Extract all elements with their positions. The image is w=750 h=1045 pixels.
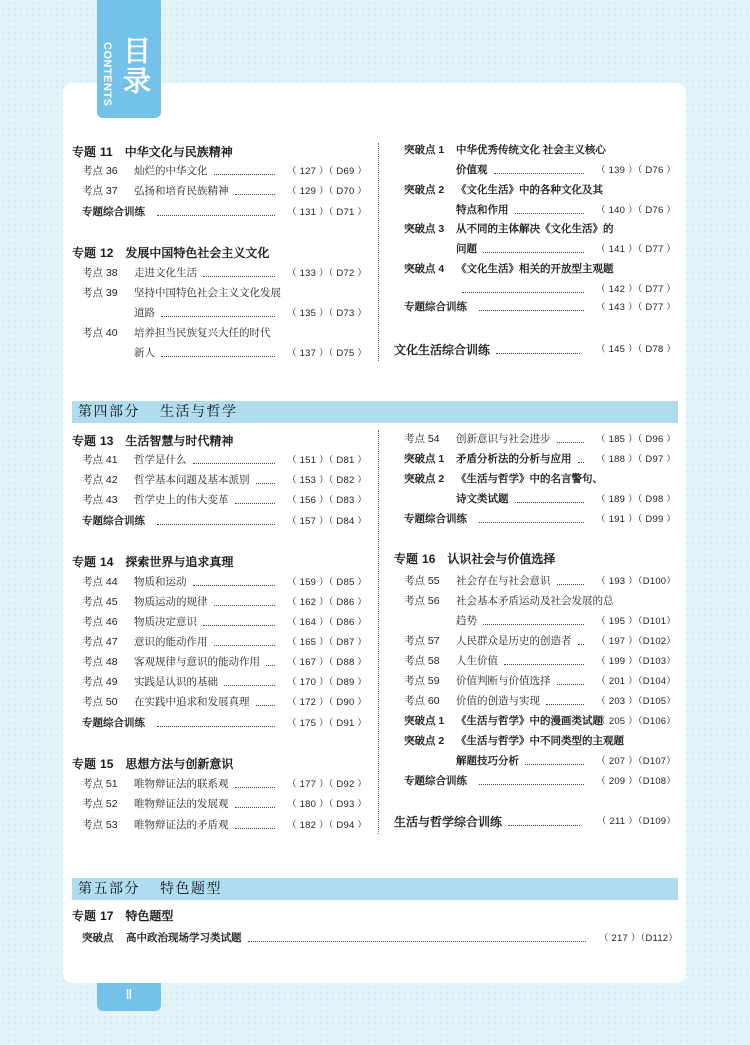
page-ref: （ 145 ）（ D78 ） [596, 344, 676, 355]
part-five-bar [72, 878, 678, 900]
entry-key: 考点 36 [82, 165, 118, 177]
part-four-title: 生活与哲学 [160, 404, 238, 420]
entry-key: 突破点 1 [404, 144, 445, 156]
topic-entry [404, 593, 676, 608]
leader-dots [479, 310, 584, 311]
page-ref: （ 139 ）（ D76 ） [596, 165, 676, 176]
section-number: 17 [100, 909, 114, 923]
entry-key: 考点 56 [404, 595, 440, 607]
topic-entry [82, 452, 367, 467]
special-entry [404, 261, 676, 276]
section-title: 探索世界与追求真理 [125, 555, 234, 569]
entry-continuation [404, 753, 676, 768]
leader-dots [157, 215, 275, 216]
part-four-bar [72, 401, 678, 423]
summary-entry [394, 341, 676, 357]
entry-continuation [404, 613, 676, 628]
entry-title: 矛盾分析法的分析与应用 [456, 453, 572, 465]
leader-dots [214, 174, 276, 175]
part-five-label: 第五部分 [78, 881, 140, 897]
leader-dots [235, 503, 276, 504]
special-entry [404, 451, 676, 466]
entry-key: 考点 60 [404, 695, 440, 707]
page-ref: （ 189 ）（ D98 ） [596, 494, 676, 505]
entry-title: 《生活与哲学》中的名言警句、 [456, 473, 603, 485]
leader-dots [479, 784, 584, 785]
section-heading [72, 755, 233, 772]
entry-key: 考点 57 [404, 635, 440, 647]
page-ref: （ 193 ）（D100） [596, 576, 676, 587]
leader-dots [483, 252, 584, 253]
page-ref: （ 129 ）（ D70 ） [287, 186, 367, 197]
leader-dots [157, 726, 275, 727]
topic-entry [404, 573, 676, 588]
entry-key: 考点 37 [82, 185, 118, 197]
page-ref: （ 133 ）（ D72 ） [287, 268, 367, 279]
leader-dots [462, 292, 584, 293]
column-divider [378, 430, 379, 834]
page-ref: （ 162 ）（ D86 ） [287, 597, 367, 608]
entry-title: 高中政治现场学习类试题 [126, 932, 242, 944]
leader-dots [235, 828, 276, 829]
leader-dots [557, 442, 585, 443]
entry-key: 突破点 2 [404, 735, 445, 747]
leader-dots [494, 173, 585, 174]
page-ref: （ 135 ）（ D73 ） [287, 308, 367, 319]
topic-entry [82, 654, 367, 669]
contents-badge [97, 0, 161, 118]
entry-key: 考点 48 [82, 656, 118, 668]
page-ref: （ 180 ）（ D93 ） [287, 799, 367, 810]
page-ref: （ 170 ）（ D89 ） [287, 677, 367, 688]
topic-entry [82, 817, 367, 832]
entry-key: 突破点 [82, 932, 114, 944]
entry-title-cont: 价值观 [456, 164, 488, 176]
leader-dots [235, 807, 276, 808]
entry-key: 考点 43 [82, 494, 118, 506]
topic-entry [82, 325, 367, 340]
leader-dots [193, 585, 276, 586]
page-ref: （ 157 ）（ D84 ） [287, 516, 367, 527]
entry-key: 考点 38 [82, 267, 118, 279]
topic-entry [404, 633, 676, 648]
page-ref: （ 205 ）（D106） [596, 716, 676, 727]
special-entry [404, 471, 676, 486]
section-title: 发展中国特色社会主义文化 [125, 246, 270, 260]
topic-entry [82, 285, 367, 300]
entry-title: 价值判断与价值选择 [456, 675, 551, 687]
entry-title: 生活与哲学综合训练 [394, 815, 503, 829]
section-label: 专题 [72, 757, 97, 771]
entry-title-cont: 趋势 [456, 615, 477, 627]
entry-key: 突破点 3 [404, 223, 445, 235]
page-ref: （ 127 ）（ D69 ） [287, 166, 367, 177]
special-entry [404, 221, 676, 236]
section-number: 12 [100, 246, 114, 260]
page-ref: （ 199 ）（D103） [596, 656, 676, 667]
entry-key: 考点 51 [82, 778, 118, 790]
leader-dots [508, 825, 580, 826]
special-entry [82, 513, 367, 528]
entry-key: 考点 49 [82, 676, 118, 688]
page-ref: （ 197 ）（D102） [596, 636, 676, 647]
page-ref: （ 159 ）（ D85 ） [287, 577, 367, 588]
page-ref: （ 175 ）（ D91 ） [287, 718, 367, 729]
part-four-label: 第四部分 [78, 404, 140, 420]
special-entry [404, 142, 676, 157]
entry-title: 《文化生活》中的各种文化及其 [456, 184, 603, 196]
leader-dots [515, 502, 585, 503]
part-five-title: 特色题型 [160, 881, 222, 897]
page-ref: （ 209 ）（D108） [596, 776, 676, 787]
section-label: 专题 [72, 909, 97, 923]
page-ref: （ 177 ）（ D92 ） [287, 779, 367, 790]
special-entry [404, 299, 676, 314]
entry-continuation [82, 345, 367, 360]
topic-entry [82, 163, 367, 178]
leader-dots [224, 685, 275, 686]
leader-dots [235, 194, 276, 195]
entry-title: 价值的创造与实现 [456, 695, 540, 707]
entry-key: 考点 45 [82, 596, 118, 608]
entry-continuation [404, 241, 676, 256]
section-title: 生活智慧与时代精神 [125, 434, 234, 448]
leader-dots [203, 625, 275, 626]
page-ref: （ 137 ）（ D75 ） [287, 348, 367, 359]
entry-key: 考点 40 [82, 327, 118, 339]
entry-title: 意识的能动作用 [134, 636, 208, 648]
entry-title-cont: 解题技巧分析 [456, 755, 519, 767]
section-number: 11 [100, 145, 113, 159]
special-entry [404, 773, 676, 788]
leader-dots [256, 483, 276, 484]
page-ref: （ 167 ）（ D88 ） [287, 657, 367, 668]
entry-title: 坚持中国特色社会主义文化发展 [134, 287, 281, 299]
page-ref: （ 195 ）（D101） [596, 616, 676, 627]
entry-key: 考点 50 [82, 696, 118, 708]
section-title: 中华文化与民族精神 [124, 145, 233, 159]
leader-dots [248, 941, 587, 942]
entry-title: 唯物辩证法的发展观 [134, 798, 229, 810]
contents-title: 目录 [119, 36, 152, 96]
entry-continuation [404, 281, 676, 296]
entry-key: 考点 44 [82, 576, 118, 588]
section-heading [394, 550, 555, 567]
page-ref: （ 188 ）（ D97 ） [596, 454, 676, 465]
entry-title-cont: 新人 [134, 347, 155, 359]
leader-dots [557, 584, 585, 585]
topic-entry [404, 693, 676, 708]
entry-title: 物质和运动 [134, 576, 187, 588]
entry-title: 《生活与哲学》中不同类型的主观题 [456, 735, 624, 747]
leader-dots [161, 316, 275, 317]
special-entry [404, 511, 676, 526]
entry-continuation [404, 491, 676, 506]
topic-entry [82, 492, 367, 507]
special-entry [82, 930, 678, 945]
page-ref: （ 153 ）（ D82 ） [287, 475, 367, 486]
leader-dots [483, 624, 584, 625]
entry-title: 文化生活综合训练 [394, 343, 491, 357]
leader-dots [214, 605, 276, 606]
entry-title: 实践是认识的基础 [134, 676, 218, 688]
section-number: 16 [422, 552, 436, 566]
page-ref: （ 191 ）（ D99 ） [596, 514, 676, 525]
page-ref: （ 143 ）（ D77 ） [596, 302, 676, 313]
entry-title: 物质决定意识 [134, 616, 197, 628]
entry-title: 哲学是什么 [134, 454, 187, 466]
entry-title: 唯物辩证法的矛盾观 [134, 819, 229, 831]
entry-title: 培养担当民族复兴大任的时代 [134, 327, 271, 339]
entry-key: 突破点 2 [404, 473, 445, 485]
entry-continuation [404, 202, 676, 217]
page-ref: （ 165 ）（ D87 ） [287, 637, 367, 648]
page-ref: （ 164 ）（ D86 ） [287, 617, 367, 628]
leader-dots [557, 684, 585, 685]
leader-dots [157, 524, 275, 525]
entry-title: 物质运动的规律 [134, 596, 208, 608]
entry-key: 考点 53 [82, 819, 118, 831]
section-heading [72, 432, 233, 449]
page-ref: （ 185 ）（ D96 ） [596, 434, 676, 445]
page-ref: （ 207 ）（D107） [596, 756, 676, 767]
page-ref: （ 211 ）（D109） [597, 816, 676, 827]
topic-entry [82, 614, 367, 629]
page-ref: （ 142 ）（ D77 ） [596, 284, 676, 295]
entry-key: 考点 41 [82, 454, 118, 466]
entry-title: 《生活与哲学》中的漫画类试题 [456, 715, 603, 727]
leader-dots [496, 353, 580, 354]
page-ref: （ 156 ）（ D83 ） [287, 495, 367, 506]
leader-dots [266, 665, 275, 666]
entry-key: 考点 52 [82, 798, 118, 810]
entry-key: 考点 54 [404, 433, 440, 445]
leader-dots [203, 276, 275, 277]
topic-entry [82, 796, 367, 811]
entry-key: 突破点 1 [404, 715, 445, 727]
page-ref: （ 141 ）（ D77 ） [596, 244, 676, 255]
entry-title: 社会基本矛盾运动及社会发展的总 [456, 595, 614, 607]
section-heading [72, 143, 233, 160]
section-label: 专题 [72, 555, 97, 569]
special-entry [82, 204, 367, 219]
contents-subtitle: CONTENTS [101, 42, 113, 107]
section-heading [72, 244, 269, 261]
entry-title-cont: 诗文类试题 [456, 493, 509, 505]
section-label: 专题 [394, 552, 419, 566]
entry-key: 专题综合训练 [82, 717, 145, 729]
page-ref: （ 217 ）（D112） [599, 933, 678, 944]
section-title: 思想方法与创新意识 [125, 757, 234, 771]
leader-dots [193, 463, 276, 464]
section-label: 专题 [72, 434, 97, 448]
entry-title-cont: 特点和作用 [456, 204, 509, 216]
topic-entry [82, 472, 367, 487]
entry-title: 在实践中追求和发展真理 [134, 696, 250, 708]
entry-key: 考点 46 [82, 616, 118, 628]
page-ref: （ 201 ）（D104） [596, 676, 676, 687]
leader-dots [161, 356, 275, 357]
topic-entry [404, 431, 676, 446]
topic-entry [82, 183, 367, 198]
leader-dots [479, 522, 584, 523]
section-title: 认识社会与价值选择 [447, 552, 556, 566]
leader-dots [256, 705, 276, 706]
entry-key: 考点 39 [82, 287, 118, 299]
entry-title-cont: 道路 [134, 307, 155, 319]
entry-title: 从不同的主体解决《文化生活》的 [456, 223, 614, 235]
entry-key: 考点 47 [82, 636, 118, 648]
entry-title: 走进文化生活 [134, 267, 197, 279]
entry-title: 哲学史上的伟大变革 [134, 494, 229, 506]
special-entry [404, 733, 676, 748]
entry-key: 专题综合训练 [404, 775, 467, 787]
special-entry [404, 182, 676, 197]
section-label: 专题 [72, 246, 97, 260]
entry-key: 考点 55 [404, 575, 440, 587]
leader-dots [525, 764, 584, 765]
topic-entry [404, 653, 676, 668]
page-ref: （ 140 ）（ D76 ） [596, 205, 676, 216]
entry-title: 人生价值 [456, 655, 498, 667]
entry-title: 中华优秀传统文化 社会主义核心 [456, 144, 606, 156]
topic-entry [82, 634, 367, 649]
entry-key: 专题综合训练 [82, 206, 145, 218]
topic-entry [82, 694, 367, 709]
page-ref: （ 172 ）（ D90 ） [287, 697, 367, 708]
entry-title-cont: 问题 [456, 243, 477, 255]
entry-key: 考点 58 [404, 655, 440, 667]
entry-key: 考点 59 [404, 675, 440, 687]
entry-title: 《文化生活》相关的开放型主观题 [456, 263, 614, 275]
entry-key: 专题综合训练 [404, 513, 467, 525]
topic-entry [82, 776, 367, 791]
leader-dots [214, 645, 276, 646]
leader-dots [546, 704, 584, 705]
entry-continuation [82, 305, 367, 320]
summary-entry [394, 813, 676, 829]
entry-title: 人民群众是历史的创造者 [456, 635, 572, 647]
section-number: 14 [100, 555, 114, 569]
entry-title: 社会存在与社会意识 [456, 575, 551, 587]
topic-entry [82, 574, 367, 589]
entry-key: 突破点 2 [404, 184, 445, 196]
entry-continuation [404, 162, 676, 177]
column-divider [378, 143, 379, 361]
section-number: 13 [100, 434, 114, 448]
section-title: 特色题型 [125, 909, 174, 923]
leader-dots [578, 462, 585, 463]
special-entry [82, 715, 367, 730]
entry-title: 灿烂的中华文化 [134, 165, 208, 177]
entry-title: 创新意识与社会进步 [456, 433, 551, 445]
section-number: 15 [100, 757, 114, 771]
entry-key: 专题综合训练 [404, 301, 467, 313]
page-number: Ⅱ [97, 983, 161, 1011]
entry-title: 弘扬和培育民族精神 [134, 185, 229, 197]
entry-title: 唯物辩证法的联系观 [134, 778, 229, 790]
section-heading [72, 553, 233, 570]
entry-key: 专题综合训练 [82, 515, 145, 527]
leader-dots [504, 664, 584, 665]
topic-entry [82, 265, 367, 280]
leader-dots [235, 787, 276, 788]
page-ref: （ 131 ）（ D71 ） [287, 207, 367, 218]
topic-entry [404, 673, 676, 688]
entry-title: 客观规律与意识的能动作用 [134, 656, 260, 668]
special-entry [404, 713, 676, 728]
entry-key: 突破点 4 [404, 263, 445, 275]
leader-dots [515, 213, 585, 214]
topic-entry [82, 674, 367, 689]
entry-key: 突破点 1 [404, 453, 445, 465]
section-label: 专题 [72, 145, 97, 159]
entry-title: 哲学基本问题及基本派别 [134, 474, 250, 486]
page-ref: （ 182 ）（ D94 ） [287, 820, 367, 831]
entry-key: 考点 42 [82, 474, 118, 486]
page-ref: （ 151 ）（ D81 ） [287, 455, 367, 466]
page-ref: （ 203 ）（D105） [596, 696, 676, 707]
section-heading [72, 907, 173, 924]
leader-dots [578, 644, 585, 645]
topic-entry [82, 594, 367, 609]
